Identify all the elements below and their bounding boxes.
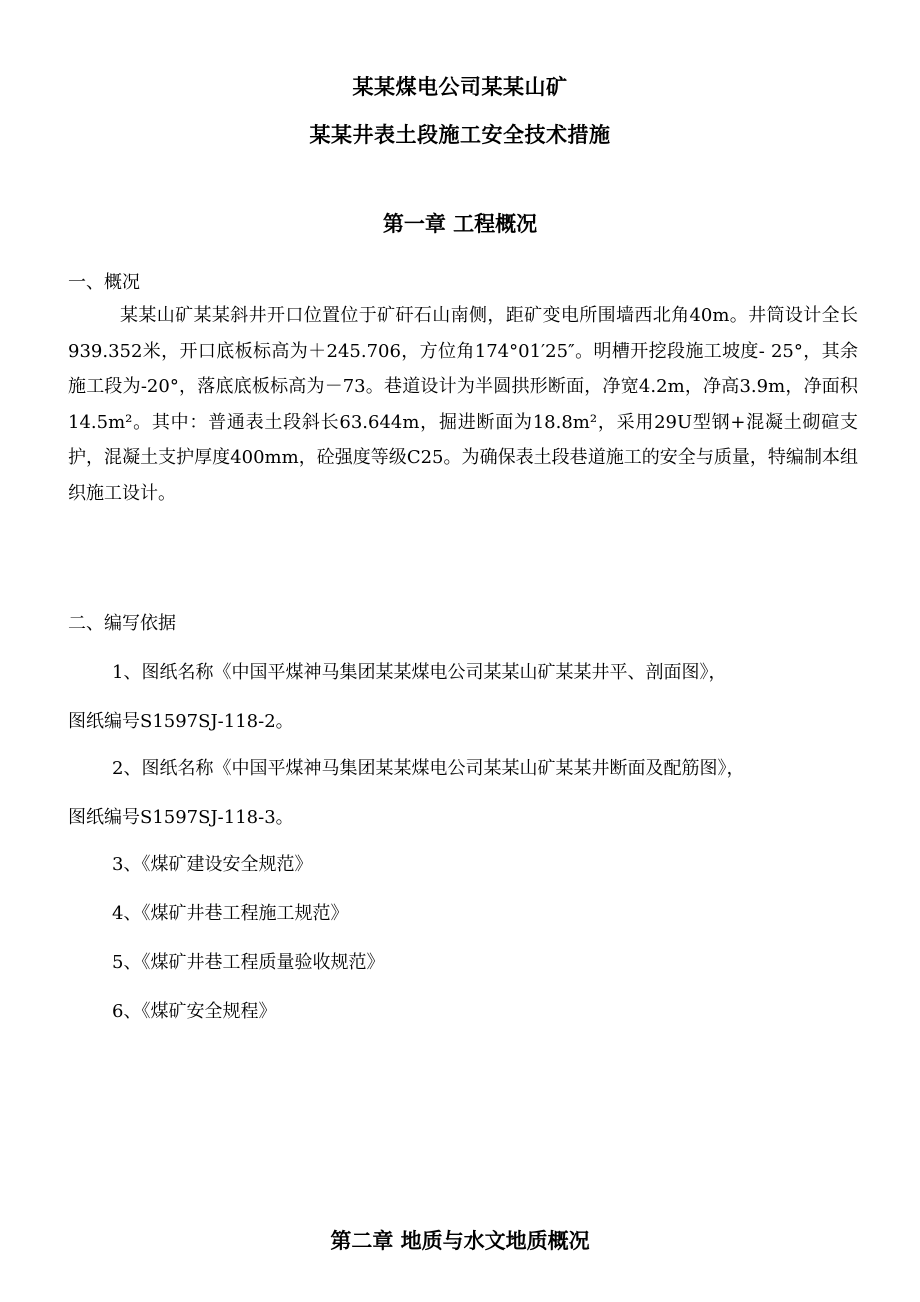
reference-text: 6、《煤矿安全规程》 <box>112 1001 277 1022</box>
reference-item <box>68 744 858 842</box>
document-title-line2: 某某井表土段施工安全技术措施 <box>309 123 611 147</box>
chapter-heading-2: 第二章 地质与水文地质概况 <box>330 1229 590 1253</box>
reference-text: 3、《煤矿建设安全规范》 <box>112 854 313 875</box>
section-heading-overview: 一、概况 <box>68 272 140 293</box>
reference-item <box>68 938 858 987</box>
reference-text: 5、《煤矿井巷工程质量验收规范》 <box>112 952 385 973</box>
document-title-line1: 某某煤电公司某某山矿 <box>352 75 568 99</box>
reference-item <box>68 648 858 746</box>
section-heading-basis: 二、编写依据 <box>68 613 176 634</box>
reference-drawing-number: 图纸编号S1597SJ-118-3。 <box>68 807 294 828</box>
reference-drawing-number: 图纸编号S1597SJ-118-2。 <box>68 711 294 732</box>
chapter-heading-1: 第一章 工程概况 <box>382 212 538 236</box>
reference-text: 2、图纸名称《中国平煤神马集团某某煤电公司某某山矿某某井断面及配筋图》， <box>112 758 745 779</box>
reference-text: 4、《煤矿井巷工程施工规范》 <box>112 903 349 924</box>
reference-text: 1、图纸名称《中国平煤神马集团某某煤电公司某某山矿某某井平、剖面图》， <box>112 662 727 683</box>
reference-item <box>68 840 858 889</box>
reference-item <box>68 889 858 938</box>
overview-paragraph: 某某山矿某某斜井开口位置位于矿矸石山南侧，距矿变电所围墙西北角40m。井筒设计全长939.352米，开口底板标高为＋245.706，方位角174°01′25″。明槽开挖段施工坡度- 25°，其余施工段为-20°，落底底板标高为－73。巷道设计为半圆拱形断面，净宽4.2m，净高3.9m，净面积14.5m²。其中：普通表土段斜长63.644m，掘进断面为18.8m²，采用29U型钢+混凝土砌碹支护，混凝土支护厚度400mm，砼强度等级C25。为确保表土段巷道施工的安全与质量，特编制本组织施工设计。 <box>68 305 858 504</box>
reference-item <box>68 987 858 1036</box>
